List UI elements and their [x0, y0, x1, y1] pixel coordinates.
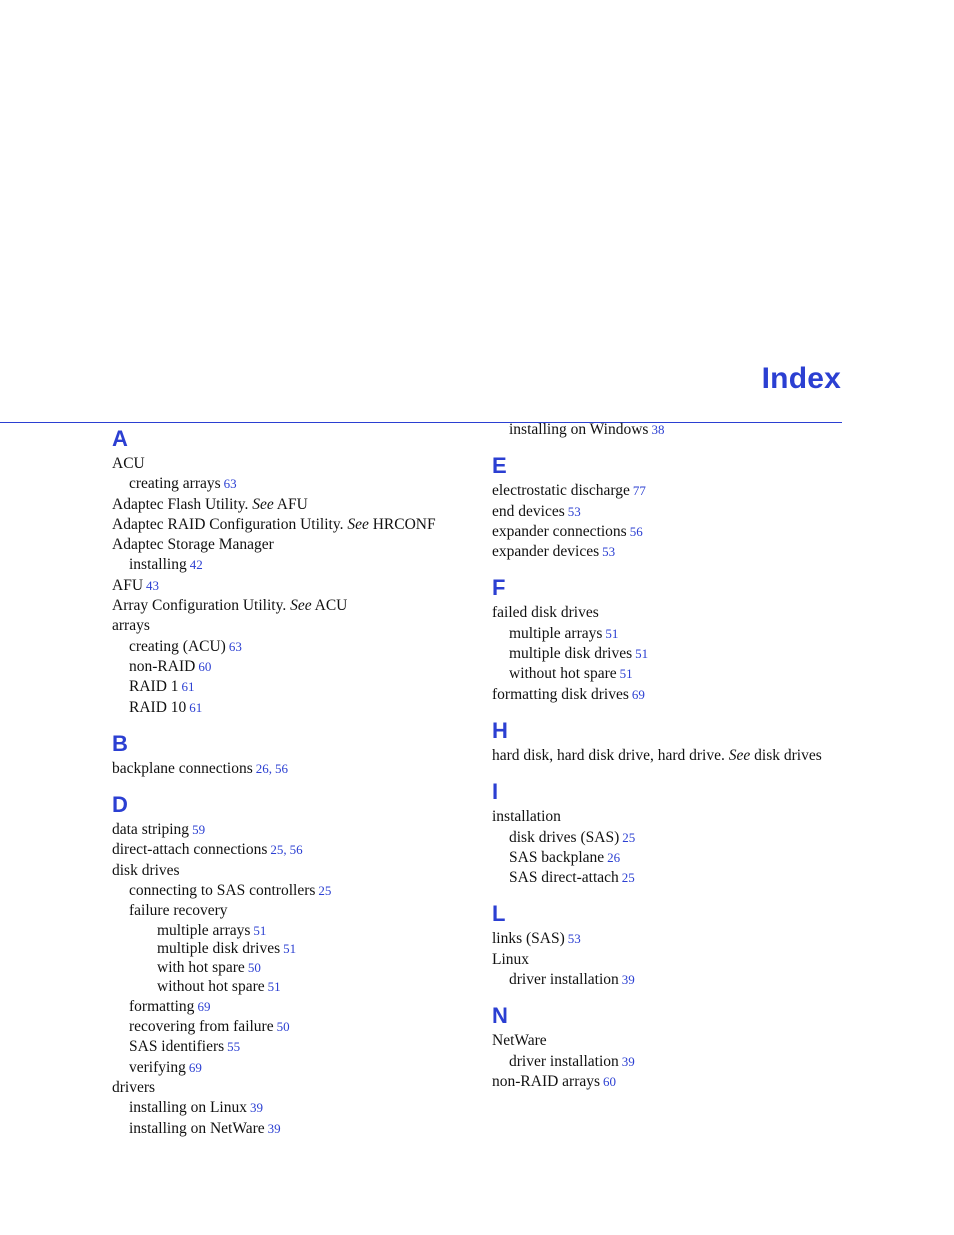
index-entry: [112, 997, 482, 1017]
entry-term: formatting: [129, 997, 195, 1015]
page-link[interactable]: 56: [289, 842, 303, 858]
entry-term: non-RAID arrays: [492, 1072, 601, 1090]
index-entry: [492, 664, 932, 684]
page-refs: [194, 998, 210, 1015]
index-entry: [492, 950, 932, 970]
page-refs: [226, 638, 242, 655]
page-link[interactable]: 51: [605, 625, 619, 641]
page-link[interactable]: 50: [276, 1019, 290, 1035]
page-refs: [630, 482, 646, 499]
index-entry: [112, 616, 482, 636]
entry-term: ACU: [112, 455, 145, 472]
index-entry: [492, 420, 932, 440]
section-letter: B: [112, 730, 128, 756]
section-letter: F: [492, 575, 506, 601]
index-column-left: [112, 420, 482, 1149]
entry-term: arrays: [112, 617, 150, 635]
index-entry: [112, 1017, 482, 1037]
page-link[interactable]: 26: [255, 760, 269, 776]
entry-term: multiple disk drives: [509, 645, 633, 663]
page-link[interactable]: 56: [629, 523, 643, 539]
page-refs: [627, 523, 643, 540]
page-link[interactable]: 51: [267, 979, 281, 995]
index-entry: [492, 522, 932, 542]
page-refs: [224, 1038, 240, 1055]
page-link[interactable]: 51: [283, 941, 297, 957]
entry-term: SAS backplane: [509, 848, 605, 866]
page-link[interactable]: 25: [318, 883, 332, 899]
entry-term: installing on NetWare: [129, 1119, 265, 1137]
index-entry: [112, 576, 482, 596]
page-link[interactable]: 38: [651, 422, 665, 437]
entry-term: electrostatic discharge: [492, 482, 630, 500]
page-refs: [143, 577, 159, 594]
index-entry: [112, 515, 482, 535]
index-entry: [112, 637, 482, 657]
page-refs: [245, 959, 261, 976]
entry-term: installing on Linux: [129, 1099, 247, 1117]
index-entry: [112, 1119, 482, 1139]
page-link[interactable]: 60: [603, 1073, 617, 1089]
page-link[interactable]: 53: [602, 544, 616, 560]
index-entry: [112, 959, 482, 978]
page-ref-separator: ,: [283, 842, 287, 858]
entry-term: disk drives (SAS): [509, 828, 620, 846]
entry-term: expander devices: [492, 543, 600, 561]
page-refs: [565, 930, 581, 947]
index-entry: [492, 1031, 932, 1051]
page-link[interactable]: 53: [567, 503, 581, 519]
page-link[interactable]: 39: [249, 1100, 263, 1116]
index-section: [492, 450, 932, 562]
index-entry: [492, 746, 932, 766]
index-section: [112, 423, 482, 718]
entry-term: AFU: [112, 576, 144, 594]
entry-term: backplane connections: [112, 759, 253, 777]
page-refs: [315, 882, 331, 899]
index-entry: [492, 828, 932, 848]
page-refs: [265, 1120, 281, 1137]
index-section: [492, 420, 932, 440]
index-entry: [112, 474, 482, 494]
index-entry: [112, 901, 482, 921]
page-refs: [267, 841, 302, 858]
entry-term: driver installation: [509, 1052, 619, 1070]
page-refs: [617, 665, 633, 682]
index-section: [112, 789, 482, 1139]
index-entry: [492, 1052, 932, 1072]
entry-term: links (SAS): [492, 930, 565, 948]
section-letter: L: [492, 901, 506, 927]
page-link[interactable]: 26: [607, 849, 621, 865]
page-link[interactable]: 69: [631, 686, 645, 702]
entry-term: without hot spare: [509, 665, 617, 683]
page-refs: [250, 922, 266, 939]
entry-term: non-RAID: [129, 657, 196, 675]
page-refs: [179, 678, 195, 695]
page-refs: [599, 543, 615, 560]
index-entry: [492, 868, 932, 888]
entry-term: expander connections: [492, 522, 627, 540]
entry-term: installing on Windows: [509, 421, 649, 438]
entry-term: failed disk drives: [492, 604, 599, 622]
page-refs: [280, 940, 296, 957]
page-refs: [265, 978, 281, 995]
page-title: Index: [761, 362, 841, 395]
see-target: AFU: [276, 495, 308, 513]
page-refs: [189, 821, 205, 838]
page-link[interactable]: 25: [621, 870, 635, 886]
index-entry: [112, 840, 482, 860]
page-link[interactable]: 50: [247, 960, 261, 976]
page-link[interactable]: 59: [192, 822, 206, 838]
index-entry: [492, 929, 932, 949]
see-target: HRCONF: [372, 515, 436, 533]
index-entry: [112, 698, 482, 718]
entry-term: data striping: [112, 821, 190, 839]
index-entry: [112, 881, 482, 901]
index-entry: [492, 685, 932, 705]
index-entry: [112, 657, 482, 677]
index-entry: [112, 820, 482, 840]
page-ref-separator: ,: [268, 760, 272, 776]
index-section: [112, 728, 482, 779]
page-refs: [600, 1073, 616, 1090]
page-refs: [602, 625, 618, 642]
index-entry: [112, 535, 482, 555]
page-refs: [619, 829, 635, 846]
entry-term: NetWare: [492, 1032, 547, 1050]
page-link[interactable]: 77: [632, 483, 646, 499]
entry-term: Array Configuration Utility.: [112, 597, 287, 615]
index-entry: [112, 677, 482, 697]
see-reference: See: [347, 515, 369, 533]
entry-term: failure recovery: [129, 902, 228, 920]
index-section: [492, 572, 932, 704]
entry-term: creating (ACU): [129, 637, 226, 655]
page-refs: [632, 645, 648, 662]
page-refs: [619, 1053, 635, 1070]
page-link[interactable]: 61: [181, 679, 195, 695]
index-entry: [492, 481, 932, 501]
entry-term: installation: [492, 808, 561, 826]
index-entry: [112, 1037, 482, 1057]
page-refs: [247, 1099, 263, 1116]
entry-term: with hot spare: [157, 959, 245, 977]
entry-term: Adaptec Storage Manager: [112, 536, 274, 554]
page-link[interactable]: 42: [189, 557, 203, 573]
section-letter: D: [112, 792, 128, 818]
page-refs: [186, 699, 202, 716]
see-target: ACU: [314, 597, 348, 615]
index-entry: [492, 624, 932, 644]
page-link[interactable]: 51: [635, 646, 649, 662]
entry-term: disk drives: [112, 861, 180, 879]
entry-term: Linux: [492, 950, 530, 968]
index-section: [492, 898, 932, 990]
index-entry: [492, 807, 932, 827]
entry-term: SAS identifiers: [129, 1038, 225, 1056]
index-entry: [112, 596, 482, 616]
entry-term: creating arrays: [129, 475, 221, 493]
entry-term: multiple arrays: [509, 624, 603, 642]
entry-term: installing: [129, 556, 187, 574]
index-entry: [492, 542, 932, 562]
entry-term: without hot spare: [157, 978, 265, 996]
entry-term: RAID 10: [129, 698, 187, 716]
index-entry: [112, 555, 482, 575]
page-refs: [195, 658, 211, 675]
page-link[interactable]: 51: [619, 666, 633, 682]
entry-term: verifying: [129, 1058, 186, 1076]
entry-term: Adaptec RAID Configuration Utility.: [112, 515, 344, 533]
index-entry: [112, 940, 482, 959]
page-link[interactable]: 69: [197, 998, 211, 1014]
index-section: [492, 776, 932, 888]
entry-term: connecting to SAS controllers: [129, 882, 316, 900]
see-reference: See: [728, 746, 751, 764]
page-link[interactable]: 63: [228, 638, 242, 654]
page-refs: [619, 869, 635, 886]
page-refs: [565, 503, 581, 520]
index-entry: [112, 1058, 482, 1078]
entry-term: end devices: [492, 502, 565, 520]
page-link[interactable]: 25: [270, 842, 284, 858]
index-entry: [492, 848, 932, 868]
section-letter: E: [492, 453, 507, 479]
entry-term: SAS direct-attach: [509, 869, 619, 887]
index-entry: [112, 1098, 482, 1118]
page-refs: [253, 760, 288, 777]
page-link[interactable]: 39: [621, 1053, 635, 1069]
page-refs: [648, 421, 664, 438]
entry-term: drivers: [112, 1079, 156, 1097]
page-refs: [619, 971, 635, 988]
index-entry: [112, 922, 482, 941]
page-link[interactable]: 51: [253, 922, 267, 938]
see-reference: See: [290, 597, 312, 615]
section-letter: I: [492, 779, 499, 805]
index-entry: [112, 495, 482, 515]
page-link[interactable]: 53: [567, 931, 581, 947]
page-link[interactable]: 61: [189, 699, 203, 715]
page-link[interactable]: 39: [621, 972, 635, 988]
page-refs: [187, 556, 203, 573]
page-link[interactable]: 55: [227, 1039, 241, 1055]
page-link[interactable]: 69: [188, 1059, 202, 1075]
entry-term: Adaptec Flash Utility.: [112, 495, 249, 513]
see-target: disk drives: [754, 746, 822, 764]
page-refs: [186, 1059, 202, 1076]
entry-term: hard disk, hard disk drive, hard drive.: [492, 746, 725, 764]
index-entry: [492, 502, 932, 522]
page-link[interactable]: 25: [622, 829, 636, 845]
index-column-right: [492, 420, 932, 1102]
entry-term: multiple disk drives: [157, 940, 281, 958]
index-section: [492, 1000, 932, 1092]
page-link[interactable]: 56: [274, 760, 288, 776]
entry-term: multiple arrays: [157, 921, 251, 939]
entry-term: recovering from failure: [129, 1018, 274, 1036]
index-section: [492, 715, 932, 766]
page-refs: [629, 686, 645, 703]
entry-term: driver installation: [509, 971, 619, 989]
entry-term: formatting disk drives: [492, 685, 629, 703]
page-refs: [604, 849, 620, 866]
index-entry: [492, 603, 932, 623]
page-refs: [274, 1018, 290, 1035]
page-link[interactable]: 63: [223, 476, 237, 492]
index-entry: [112, 978, 482, 997]
index-entry: [492, 644, 932, 664]
index-entry: [112, 1078, 482, 1098]
section-letter: N: [492, 1003, 508, 1029]
see-reference: See: [252, 495, 274, 513]
section-letter: H: [492, 717, 508, 743]
index-entry: [112, 454, 482, 474]
page-link[interactable]: 43: [146, 577, 160, 593]
page-link[interactable]: 39: [267, 1120, 281, 1136]
section-letter: A: [112, 426, 128, 451]
page-refs: [221, 475, 237, 492]
page-link[interactable]: 60: [198, 658, 212, 674]
index-entry: [492, 1072, 932, 1092]
index-entry: [112, 861, 482, 881]
index-entry: [112, 759, 482, 779]
index-entry: [492, 970, 932, 990]
entry-term: RAID 1: [129, 678, 179, 696]
entry-term: direct-attach connections: [112, 841, 268, 859]
